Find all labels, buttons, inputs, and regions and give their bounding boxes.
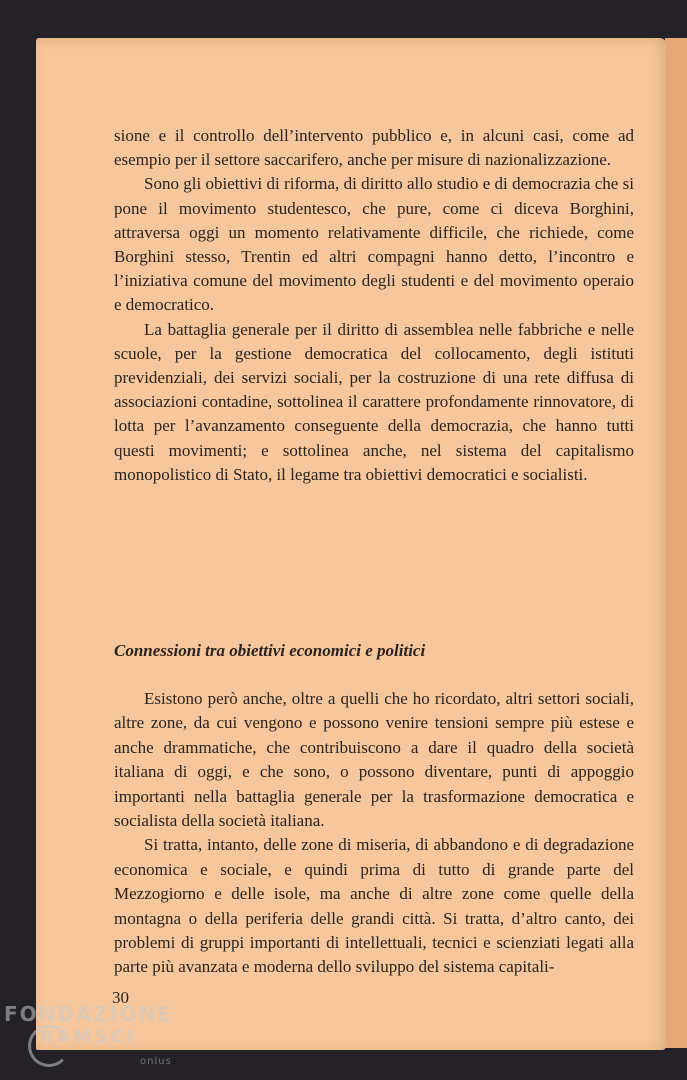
- watermark-line1: FONDAZIONE: [4, 1002, 173, 1026]
- book-binding-edge: [665, 38, 687, 1048]
- page-number: 30: [112, 988, 129, 1007]
- paragraph-general-battle: La battaglia generale per il diritto di assemblea nelle fabbriche e nelle scuole, per la gestione democratica del collocamento, degli istituti previdenziali, dei servizi sociali, per la costruzione di una rete diffusa di associazioni contadine, sottolinea il carattere profondamente rinnovatore, di lotta per l’avanzamento conseguente della democrazia, che hanno tutti questi movimenti; e sottolinea anche, nel sistema del capitalismo monopolistico di Stato, il legame tra obiettivi democratici e socialisti.: [114, 319, 634, 484]
- paragraph-student-movement: Sono gli obiettivi di riforma, di diritto allo studio e di democrazia che si pone il movimento studentesco, che pure, come ci diceva Borghini, attraversa oggi un momento relativamente difficile, che richiede, come Borghini stesso, Trentin ed altri compagni hanno detto, l’incontro e l’iniziativa comune del movimento degli studenti e del movimento operaio e democratico.: [114, 174, 634, 315]
- section-heading: Connessioni tra obiettivi economici e politici: [114, 641, 426, 660]
- paragraph-poverty-zones: Si tratta, intanto, delle zone di miseria, di abbandono e di degradazione economica e sociale, e quindi prima di tutto di grande parte del Mezzogiorno e delle isole, ma anche di altre zone come quelle della montagna o della periferia delle grandi città. Si tratta, d’altro canto, dei problemi di gruppi importanti di intellettuali, tecnici e scienziati legati alla parte più avanzata e moderna dello sviluppo del sistema capitali-: [114, 835, 634, 977]
- paragraph-continuation: sione e il controllo dell’intervento pubblico e, in alcuni casi, come ad esempio per il settore saccarifero, anche per misure di nazionalizzazione.: [114, 126, 634, 170]
- fondazione-gramsci-watermark: [4, 1002, 173, 1067]
- watermark-line2: RAMSCI: [40, 1027, 137, 1048]
- body-text-top: [114, 124, 634, 487]
- paragraph-social-sectors: Esistono però anche, oltre a quelli che ho ricordato, altri settori sociali, altre zone, da cui vengono e possono venire tensioni sempre più estese e anche drammatiche, che contribuiscono a dare il quadro della società italiana di oggi, e che sono, o possono diventare, punti di appoggio importanti nella battaglia generale per la trasformazione democratica e socialista della società italiana.: [114, 689, 634, 831]
- book-page: [36, 38, 666, 1050]
- body-text-bottom: [114, 687, 634, 980]
- watermark-suffix: onlus: [140, 1056, 172, 1067]
